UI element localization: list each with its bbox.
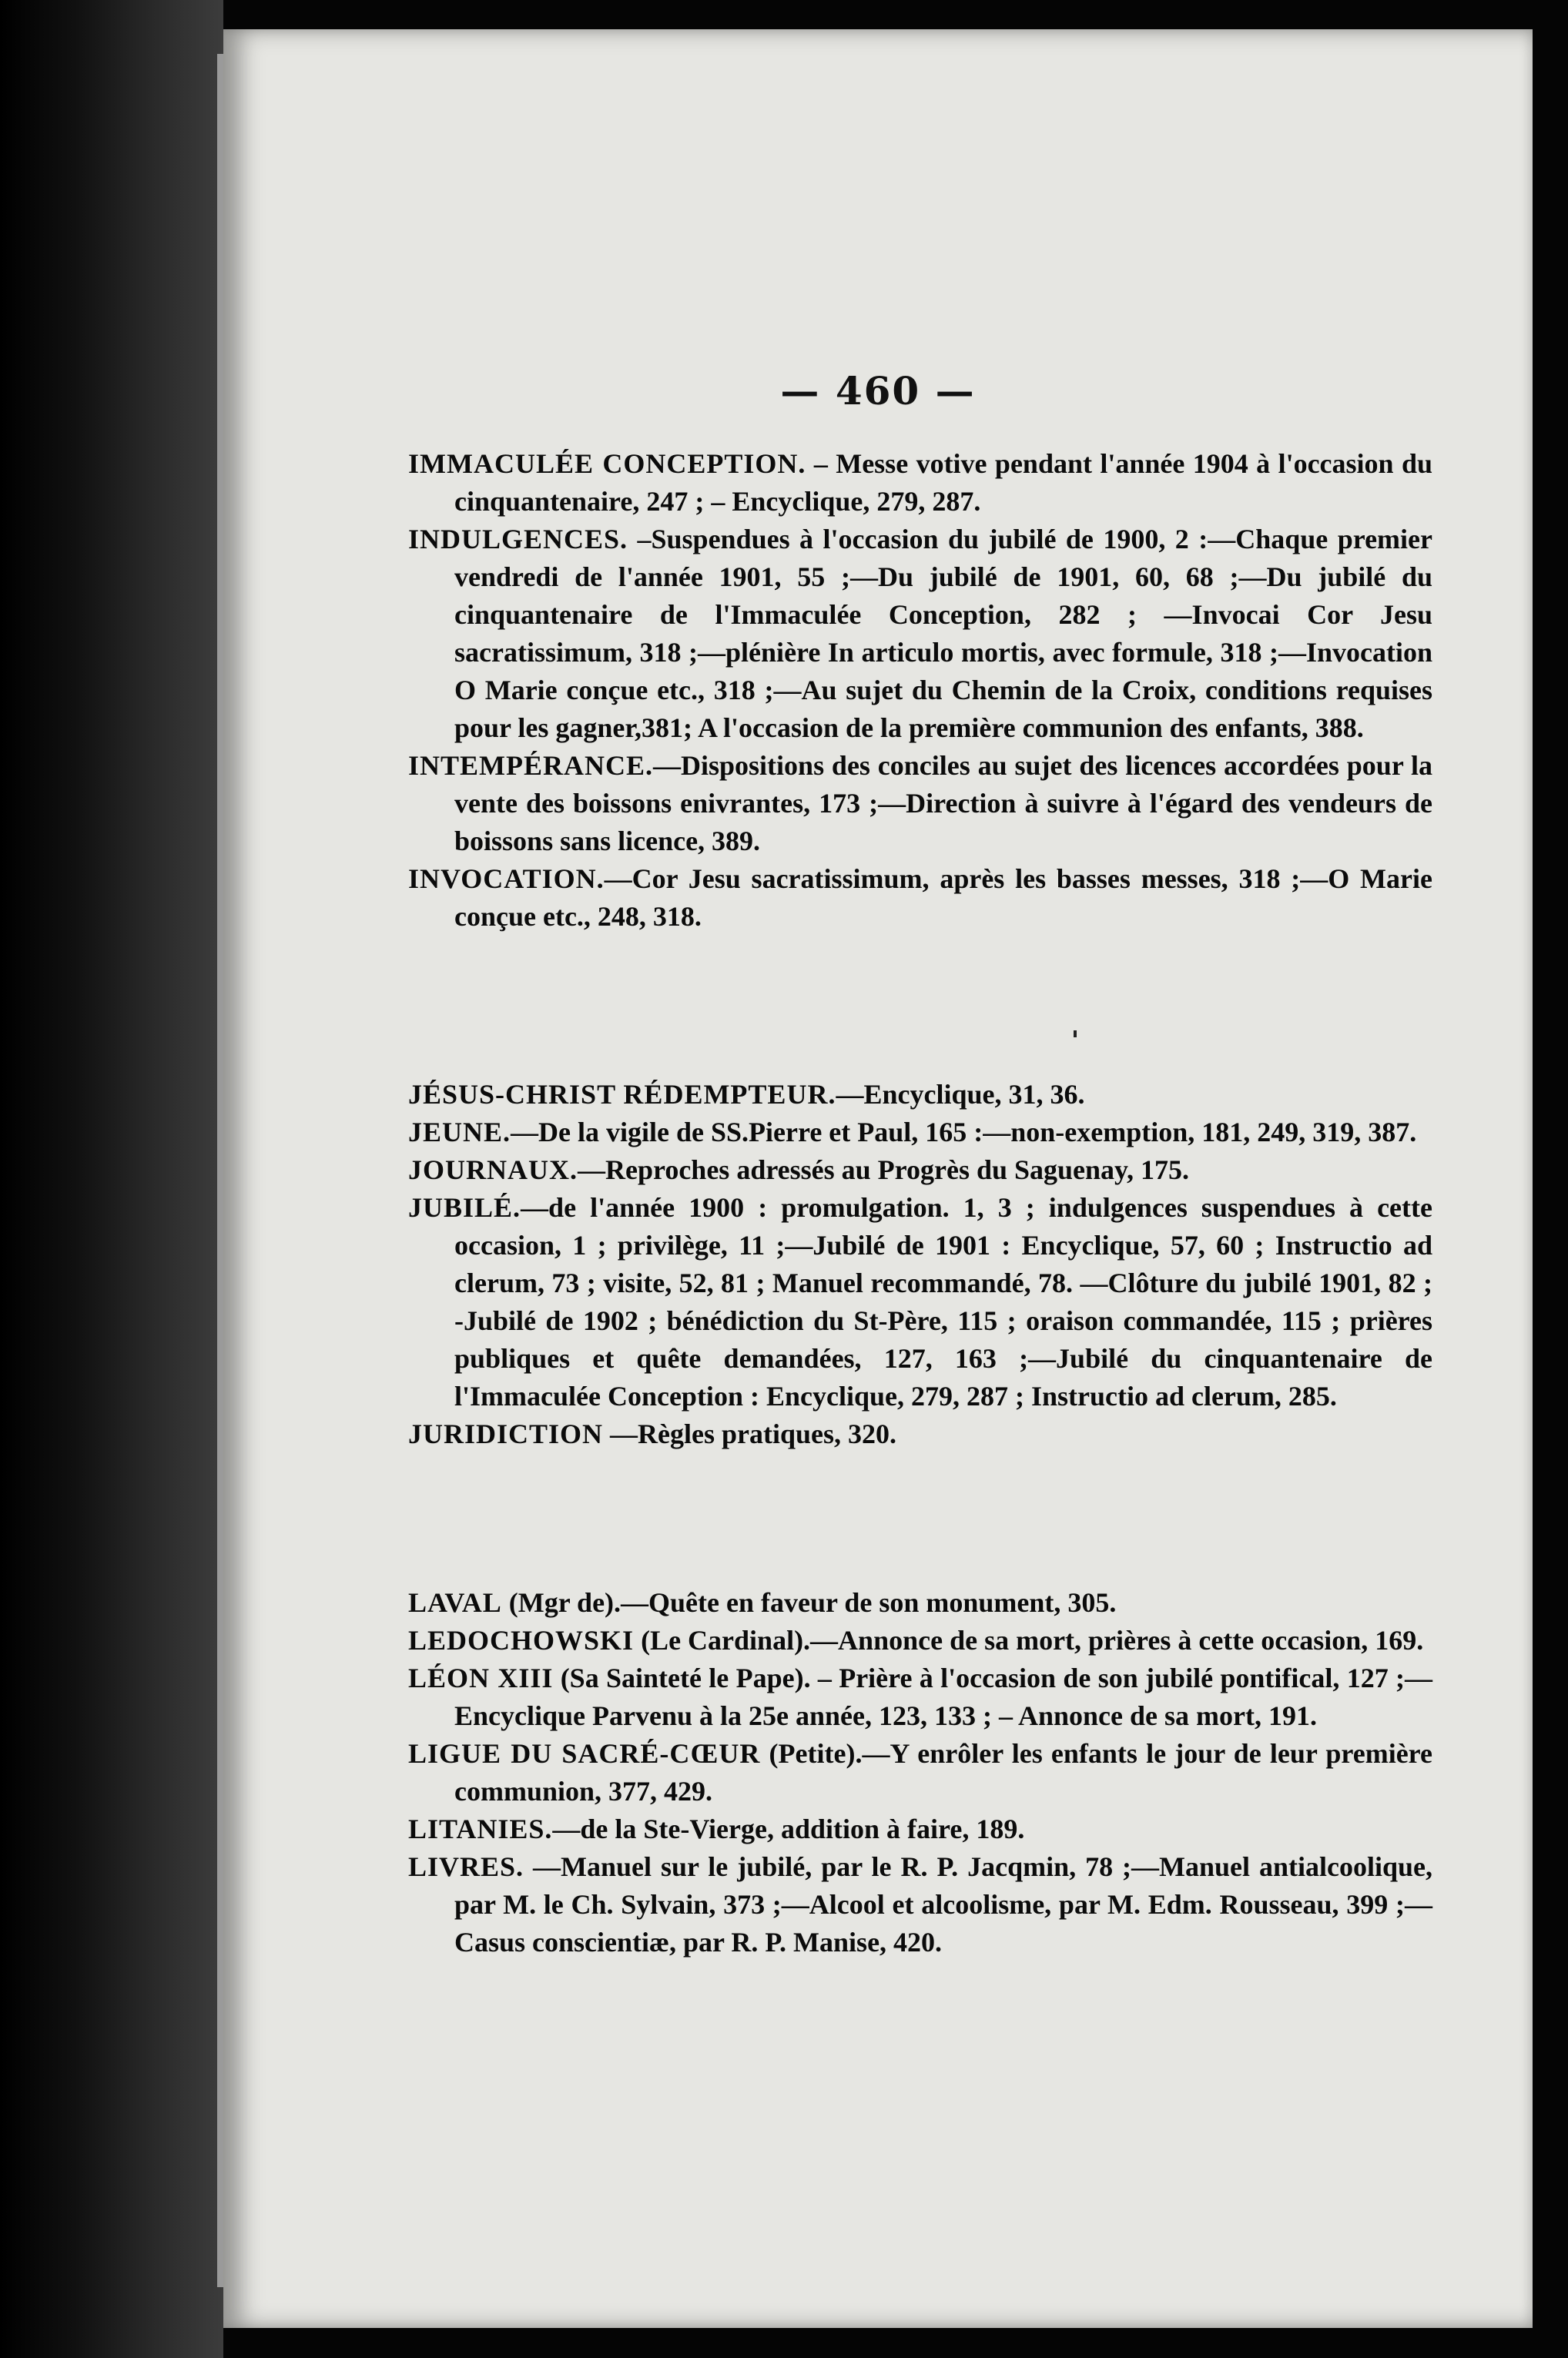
entry-text: —Reproches adressés au Progrès du Saguenay, 175. bbox=[578, 1154, 1190, 1185]
book-binding bbox=[0, 0, 223, 2358]
index-entry bbox=[408, 1810, 1432, 1848]
entry-text: (Mgr de).—Quête en faveur de son monument, 305. bbox=[501, 1587, 1117, 1618]
entry-heading: LEDOCHOWSKI bbox=[408, 1625, 635, 1656]
index-entry bbox=[408, 445, 1432, 521]
entry-text: (Sa Sainteté le Pape). – Prière à l'occasion de son jubilé pontifical, 127 ;—Encyclique Parvenu à la 25e année, 123, 133 ; – Annonce de sa mort, 191. bbox=[454, 1663, 1432, 1731]
index-entry bbox=[408, 1151, 1432, 1189]
entry-text: —Dispositions des conciles au sujet des licences accordées pour la vente des boissons enivrantes, 173 ;—Direction à suivre à l'égard des vendeurs de boissons sans licence, 389. bbox=[454, 750, 1432, 856]
entry-heading: LITANIES. bbox=[408, 1814, 553, 1844]
index-entry bbox=[408, 1189, 1432, 1415]
entry-text: (Petite).—Y enrôler les enfants le jour de leur première communion, 377, 429. bbox=[454, 1738, 1432, 1807]
section-gap bbox=[408, 936, 1432, 1076]
entry-text: —de l'année 1900 : promulgation. 1, 3 ; indulgences suspendues à cette occasion, 1 ; privilège, 11 ;—Jubilé de 1901 : Encyclique, 57, 60 ; Instructio ad clerum, 73 ; visite, 52, 81 ; Manuel recommandé, 78. —Clôture du jubilé 1901, 82 ; -Jubilé de 1902 ; bénédiction du St-Père, 115 ; oraison commandée, 115 ; prières publiques et quête demandées, 127, 163 ;—Jubilé du cinquantenaire de l'Immaculée Conception : Encyclique, 279, 287 ; Instructio ad clerum, 285. bbox=[454, 1192, 1432, 1412]
entry-heading: JOURNAUX. bbox=[408, 1154, 578, 1185]
entry-heading: LIVRES. bbox=[408, 1851, 524, 1882]
entry-text: —De la vigile de SS.Pierre et Paul, 165 :—non-exemption, 181, 249, 319, 387. bbox=[511, 1117, 1417, 1147]
index-entry bbox=[408, 860, 1432, 936]
entry-heading: IMMACULÉE CONCEPTION. bbox=[408, 448, 806, 479]
entry-heading: JUBILÉ. bbox=[408, 1192, 521, 1223]
entry-heading: LIGUE DU SACRÉ-CŒUR bbox=[408, 1738, 761, 1769]
section-gap bbox=[408, 1453, 1432, 1584]
index-content bbox=[408, 445, 1432, 1961]
entry-heading: LÉON XIII bbox=[408, 1663, 554, 1693]
entry-heading: INVOCATION. bbox=[408, 863, 605, 894]
entry-text: —Règles pratiques, 320. bbox=[603, 1418, 897, 1449]
entry-text: —de la Ste-Vierge, addition à faire, 189. bbox=[552, 1814, 1025, 1844]
entry-heading: LAVAL bbox=[408, 1587, 502, 1618]
index-entry bbox=[408, 1735, 1432, 1810]
index-entry bbox=[408, 521, 1432, 747]
entry-text: (Le Cardinal).—Annonce de sa mort, prières à cette occasion, 169. bbox=[634, 1625, 1424, 1656]
scanned-page bbox=[223, 29, 1533, 2328]
entry-heading: JÉSUS-CHRIST RÉDEMPTEUR. bbox=[408, 1079, 836, 1110]
index-entry bbox=[408, 1415, 1432, 1453]
index-entry bbox=[408, 747, 1432, 860]
index-entry bbox=[408, 1584, 1432, 1622]
entry-heading: JEUNE. bbox=[408, 1117, 511, 1147]
entry-text: —Cor Jesu sacratissimum, après les basses messes, 318 ;—O Marie conçue etc., 248, 318. bbox=[454, 863, 1432, 932]
entry-text: —Encyclique, 31, 36. bbox=[836, 1079, 1085, 1110]
index-entry bbox=[408, 1076, 1432, 1114]
entry-text: – Messe votive pendant l'année 1904 à l'occasion du cinquantenaire, 247 ; – Encyclique, 279, 287. bbox=[454, 448, 1432, 517]
entry-heading: JURIDICTION bbox=[408, 1418, 604, 1449]
index-entry bbox=[408, 1660, 1432, 1735]
entry-heading: INDULGENCES. bbox=[408, 524, 628, 554]
index-entry bbox=[408, 1114, 1432, 1151]
entry-text: —Manuel sur le jubilé, par le R. P. Jacqmin, 78 ;—Manuel antialcoolique, par M. le Ch. Sylvain, 373 ;—Alcool et alcoolisme, par M. Edm. Rousseau, 399 ;—Casus conscientiæ, par R. P. Manise, 420. bbox=[454, 1851, 1432, 1958]
page-number: — 460 — bbox=[780, 368, 976, 414]
entry-text: –Suspendues à l'occasion du jubilé de 1900, 2 :—Chaque premier vendredi de l'année 1901, 55 ;—Du jubilé de 1901, 60, 68 ;—Du jubilé du cinquantenaire de l'Immaculée Conception, 282 ; —Invocai Cor Jesu sacratissimum, 318 ;—plénière In articulo mortis, avec formule, 318 ;—Invocation O Marie conçue etc., 318 ;—Au sujet du Chemin de la Croix, conditions requises pour les gagner,381; A l'occasion de la première communion des enfants, 388. bbox=[454, 524, 1432, 743]
index-entry bbox=[408, 1848, 1432, 1961]
index-entry bbox=[408, 1622, 1432, 1660]
entry-heading: INTEMPÉRANCE. bbox=[408, 750, 654, 781]
